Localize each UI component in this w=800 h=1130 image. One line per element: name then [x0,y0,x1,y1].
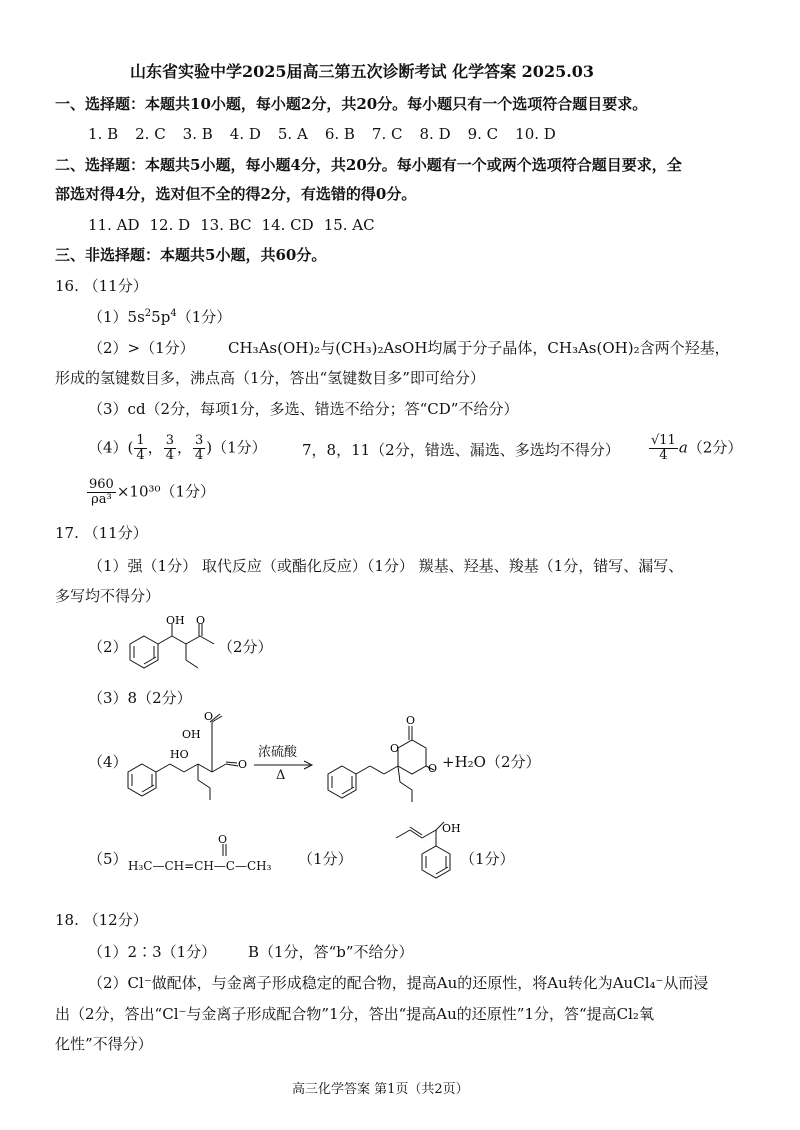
answer-12: 12. D [149,216,191,234]
fraction: $\frac{960}{\text{ρa³}}$ [89,477,114,507]
answer-10: 10. D [515,125,556,143]
answer-6: 6. B [324,125,355,143]
o-label: O [196,614,206,627]
fraction: $\frac{3}{4}$ [195,433,204,463]
q17-header: 17. （11分） [55,524,148,542]
fraction: $\frac{3}{4}$ [165,433,174,463]
q17-part5-formula: H₃C—CH=CH—C—CH₃ [128,859,272,873]
q17-reactant-structure [120,710,260,802]
section-1-heading: 一、选择题：本题共10小题，每小题2分，共20分。每小题只有一个选项符合题目要求。 [55,95,648,113]
q17-part5-score2: （1分） [460,850,515,868]
q16-part4-numbers: 7，8，11（2分，错选、漏选、多选均不得分） [302,441,620,459]
oh-label: OH [442,822,461,835]
q17-part1: （1）强（1分） 取代反应（或酯化反应）（1分） 羰基、羟基、羧基（1分，错写、漏写、 [88,557,684,575]
section-3-heading: 三、非选择题：本题共5小题，共60分。 [55,246,327,264]
answer-14: 14. CD [261,216,314,234]
q17-part4-product: +H₂O（2分） [442,753,541,771]
answer-4: 4. D [229,125,261,143]
q16-part2-label: （2）>（1分） [88,339,195,357]
o-label: O [238,758,248,771]
fraction: $\frac{1}{4}$ [136,433,145,463]
q16-part3: （3）cd（2分，每项1分，多选、错选不给分；答“CD”不给分） [88,400,519,418]
q17-part2-label: （2） [88,638,128,656]
answer-8: 8. D [419,125,451,143]
oh-label: OH [182,728,201,741]
answer-9: 9. C [467,125,499,143]
page-title: 山东省实验中学2025届高三第五次诊断考试 化学答案 2025.03 [130,62,595,81]
section-2-heading-line1: 二、选择题：本题共5小题，每小题4分，共20分。每小题有一个或两个选项符合题目要求，全 [55,156,682,174]
ho-label: HO [170,748,189,761]
q16-part2-text: CH₃As(OH)₂与(CH₃)₂AsOH均属于分子晶体，CH₃As(OH)₂含两个羟基， [228,339,730,357]
o-label: O [428,762,438,775]
answer-15: 15. AC [323,216,375,234]
q16-part1: $(1)5s^25p^4(1$分） [88,308,232,326]
fraction: $\frac{√11}{4}$ [651,433,676,463]
q17-part5-structure [392,818,470,892]
q17-part5-label: （5） [88,850,128,868]
o-label: O [390,742,400,755]
q16-part2-text-cont: 形成的氢键数目多，沸点高（1分，答出“氢键数目多”即可给分） [55,369,485,387]
q18-part2-line3: 化性”不得分） [55,1035,153,1053]
answer-7: 7. C [371,125,403,143]
answer-3: 3. B [182,125,213,143]
o-label: O [406,714,416,727]
reaction-reagent: 浓硫酸 [258,745,298,760]
answer-2: 2. C [135,125,166,143]
q16-part4-distance: $\frac{√11}{4}$ a（2分） [651,433,743,463]
section-2-answers [88,215,375,235]
q18-header: 18. （12分） [55,911,148,929]
q16-part4-coords: （4）( $\frac{1}{4}$ ， $\frac{3}{4}$ ， $\frac{3}{4}$ )（1分） [88,433,267,463]
q17-part1-cont: 多写均不得分） [55,587,161,605]
section-2-heading-line2: 部选对得4分，选对但不全的得2分，有选错的得0分。 [55,185,417,203]
answer-5: 5. A [277,125,308,143]
q17-part5-o: O [218,833,228,846]
q18-part2-line2: 出（2分，答出“Cl⁻与金离子形成配合物”1分，答出“提高Au的还原性”1分，答“提高Cl₂氧 [55,1005,654,1023]
q18-part1-a: （1）2∶3（1分） [88,943,217,961]
q18-part2-line1: （2）Cl⁻做配体，与金离子形成稳定的配合物，提高Au的还原性，将Au转化为AuCl₄⁻从而浸 [88,974,709,992]
q17-product-structure [320,712,438,804]
page-footer: 高三化学答案 第1页（共2页） [292,1082,469,1097]
answer-13: 13. BC [200,216,252,234]
q17-part2-score: （2分） [218,638,273,656]
q17-part3: （3）8（2分） [88,689,192,707]
section-1-answers [88,124,556,144]
reaction-condition: Δ [276,768,286,783]
q17-part4-label: （4） [88,753,128,771]
q17-structure-2 [122,614,222,682]
q17-part5-score1: （1分） [298,850,353,868]
q16-header: 16. （11分） [55,277,148,295]
q18-part1-b: B（1分，答“b”不给分） [248,943,414,961]
answer-1: 1. B [88,125,119,143]
q16-part4-density: $\frac{960}{\text{ρa³}}$ ×10³⁰（1分） [89,477,216,507]
o-label: O [204,710,214,723]
oh-label: OH [166,614,185,627]
answer-11: 11. AD [88,216,140,234]
